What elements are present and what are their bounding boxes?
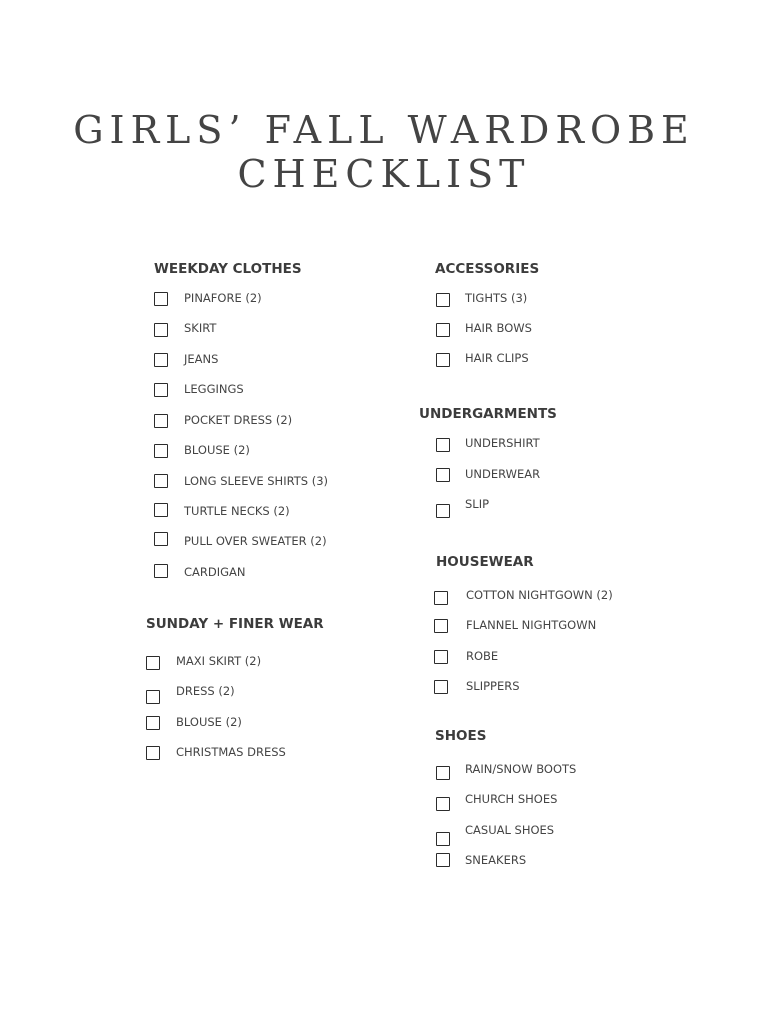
item-label: CARDIGAN bbox=[184, 565, 246, 579]
item-label: POCKET DRESS (2) bbox=[184, 413, 293, 427]
item-label: CHRISTMAS DRESS bbox=[176, 745, 286, 759]
checkbox[interactable] bbox=[154, 564, 168, 578]
checkbox[interactable] bbox=[434, 680, 448, 694]
checkbox[interactable] bbox=[436, 438, 450, 452]
item-label: COTTON NIGHTGOWN (2) bbox=[466, 588, 613, 602]
item-label: FLANNEL NIGHTGOWN bbox=[466, 618, 597, 632]
item-label: UNDERSHIRT bbox=[465, 436, 540, 450]
checkbox[interactable] bbox=[146, 746, 160, 760]
checkbox[interactable] bbox=[436, 766, 450, 780]
section-heading: HOUSEWEAR bbox=[436, 554, 534, 570]
section-heading: SUNDAY + FINER WEAR bbox=[146, 616, 324, 632]
checkbox[interactable] bbox=[146, 656, 160, 670]
item-label: PINAFORE (2) bbox=[184, 291, 262, 305]
page-title bbox=[0, 108, 768, 196]
checkbox[interactable] bbox=[154, 414, 168, 428]
title-line-1: GIRLS’ FALL WARDROBE bbox=[73, 108, 695, 152]
checkbox[interactable] bbox=[436, 504, 450, 518]
item-label: JEANS bbox=[184, 352, 219, 366]
checkbox[interactable] bbox=[436, 832, 450, 846]
checkbox[interactable] bbox=[436, 353, 450, 367]
checkbox[interactable] bbox=[436, 468, 450, 482]
checkbox[interactable] bbox=[154, 292, 168, 306]
item-label: LEGGINGS bbox=[184, 382, 244, 396]
item-label: CHURCH SHOES bbox=[465, 792, 558, 806]
item-label: SLIP bbox=[465, 497, 490, 511]
item-label: CASUAL SHOES bbox=[465, 823, 555, 837]
section-heading: SHOES bbox=[435, 728, 487, 744]
item-label: HAIR BOWS bbox=[465, 321, 532, 335]
item-label: BLOUSE (2) bbox=[176, 715, 242, 729]
section-heading: ACCESSORIES bbox=[435, 261, 540, 277]
item-label: TURTLE NECKS (2) bbox=[184, 504, 290, 518]
item-label: MAXI SKIRT (2) bbox=[176, 654, 262, 668]
checkbox[interactable] bbox=[436, 797, 450, 811]
item-label: SLIPPERS bbox=[466, 679, 520, 693]
checkbox[interactable] bbox=[436, 853, 450, 867]
checkbox[interactable] bbox=[154, 353, 168, 367]
checkbox[interactable] bbox=[154, 323, 168, 337]
title-line-2: CHECKLIST bbox=[237, 152, 531, 196]
section-heading: UNDERGARMENTS bbox=[419, 406, 557, 422]
item-label: UNDERWEAR bbox=[465, 467, 541, 481]
item-label: TIGHTS (3) bbox=[465, 291, 528, 305]
checkbox[interactable] bbox=[154, 474, 168, 488]
item-label: RAIN/SNOW BOOTS bbox=[465, 762, 577, 776]
checkbox[interactable] bbox=[434, 619, 448, 633]
item-label: SNEAKERS bbox=[465, 853, 527, 867]
section-heading: WEEKDAY CLOTHES bbox=[154, 261, 302, 277]
item-label: HAIR CLIPS bbox=[465, 351, 529, 365]
item-label: DRESS (2) bbox=[176, 684, 235, 698]
item-label: PULL OVER SWEATER (2) bbox=[184, 534, 327, 548]
checkbox[interactable] bbox=[436, 293, 450, 307]
checkbox[interactable] bbox=[154, 532, 168, 546]
checkbox[interactable] bbox=[154, 503, 168, 517]
checkbox[interactable] bbox=[146, 716, 160, 730]
checkbox[interactable] bbox=[434, 650, 448, 664]
checkbox[interactable] bbox=[154, 383, 168, 397]
item-label: LONG SLEEVE SHIRTS (3) bbox=[184, 474, 329, 488]
item-label: BLOUSE (2) bbox=[184, 443, 250, 457]
checkbox[interactable] bbox=[146, 690, 160, 704]
item-label: ROBE bbox=[466, 649, 499, 663]
checkbox[interactable] bbox=[434, 591, 448, 605]
checkbox[interactable] bbox=[436, 323, 450, 337]
item-label: SKIRT bbox=[184, 321, 217, 335]
checkbox[interactable] bbox=[154, 444, 168, 458]
